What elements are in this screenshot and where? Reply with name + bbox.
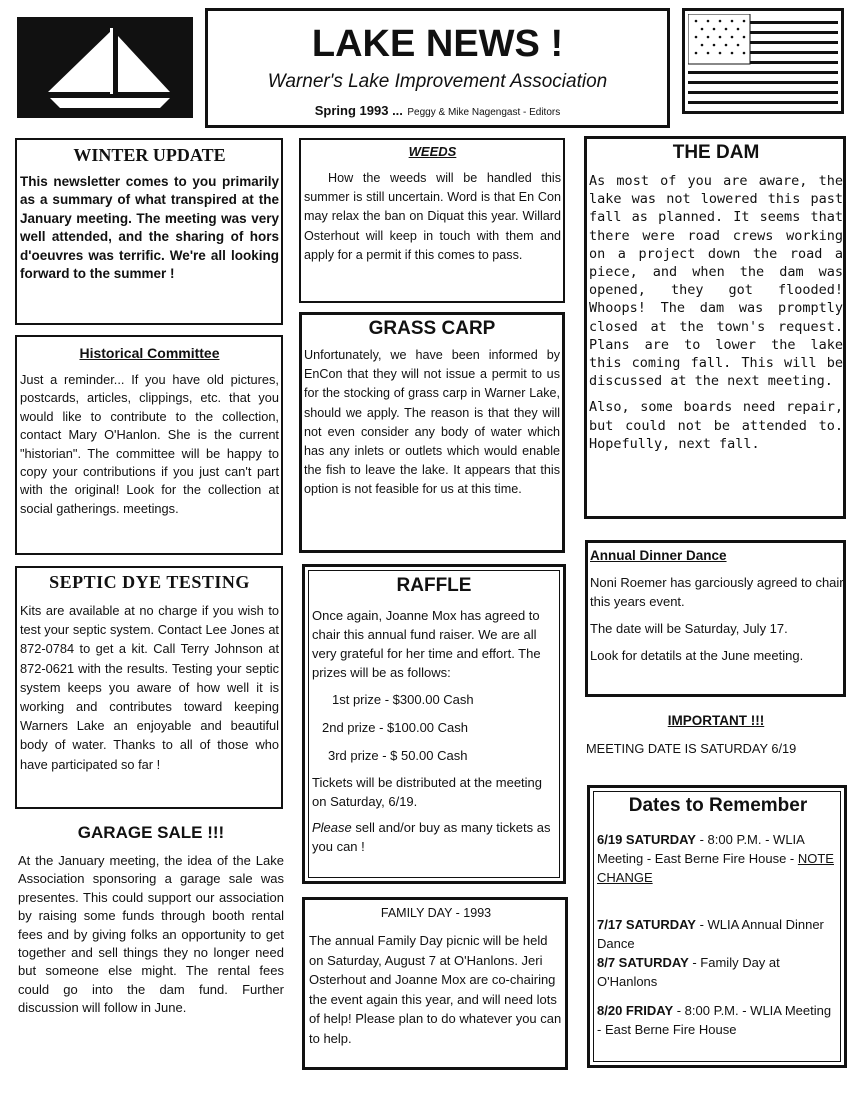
raffle-box xyxy=(302,564,566,884)
winter-update-box xyxy=(15,138,283,325)
date-item-4 xyxy=(597,1001,839,1039)
family-day-heading: FAMILY DAY - 1993 xyxy=(380,906,492,920)
the-dam-box xyxy=(584,136,846,519)
date-item-2-text: - WLIA Annual Dinner Dance xyxy=(597,917,824,951)
sailboat-logo-box xyxy=(17,17,193,118)
important-body: MEETING DATE IS SATURDAY 6/19 xyxy=(586,741,797,756)
raffle-intro: Once again, Joanne Mox has agreed to chair this annual fund raiser. We are all very grateful for her time and effort. The prizes will be as follows: xyxy=(312,608,541,680)
garage-sale-section xyxy=(18,822,284,1018)
dinner-dance-p3: Look for detatils at the June meeting. xyxy=(590,648,804,663)
historical-committee-body: Just a reminder... If you have old pictures, postcards, articles, clippings, etc. that you would like to contribute to the collection, contact Mary O'Hanlon. She is the current "historian". The committee will be happy to copy your contributions if you just can't part with the original! Look for the collection at social gatherings. meetings. xyxy=(20,372,279,516)
raffle-tickets: Tickets will be distributed at the meeting on Saturday, 6/19. xyxy=(312,775,543,809)
the-dam-body-2: Also, some boards need repair, but could not be attended to. Hopefully, next fall. xyxy=(589,399,843,452)
the-dam-heading: THE DAM xyxy=(672,142,760,163)
important-heading: IMPORTANT !!! xyxy=(667,713,765,728)
issue-date: Spring 1993 ... xyxy=(314,103,403,118)
flag-logo-box xyxy=(682,8,844,114)
raffle-prize-2: 2nd prize - $100.00 Cash xyxy=(322,720,468,735)
date-item-4-date: 8/20 FRIDAY xyxy=(597,1003,674,1018)
dates-to-remember-box xyxy=(587,785,847,1068)
dates-heading: Dates to Remember xyxy=(628,795,808,816)
garage-sale-body: At the January meeting, the idea of the Lake Association sponsoring a garage sale was presentes. This could support our association by raising some funds through booth rental fees and by giving folks an opportunity to get together and sell things they no longer need but someone else might. The rental fees could go into the dam fund. Further discussion will follow in June. xyxy=(18,853,284,1016)
grass-carp-heading: GRASS CARP xyxy=(368,318,496,339)
newsletter-title: LAKE NEWS ! xyxy=(311,23,564,65)
date-item-4-text: - 8:00 P.M. - WLIA Meeting - East Berne Fire House xyxy=(597,1003,832,1037)
date-item-1-date: 6/19 SATURDAY xyxy=(597,832,696,847)
family-day-box xyxy=(302,897,568,1070)
date-item-3-date: 8/7 SATURDAY xyxy=(597,955,689,970)
date-item-2 xyxy=(597,915,839,953)
date-item-1 xyxy=(597,830,839,887)
septic-dye-box xyxy=(15,566,283,809)
weeds-box xyxy=(299,138,565,303)
historical-committee-box xyxy=(15,335,283,555)
association-name: Warner's Lake Improvement Association xyxy=(267,71,608,92)
date-item-3 xyxy=(597,953,839,991)
raffle-please xyxy=(312,818,556,856)
dinner-dance-box xyxy=(585,540,846,697)
date-item-1-text: - 8:00 P.M. - WLIA Meeting - East Berne Fire House - xyxy=(597,832,805,866)
the-dam-body-1: As most of you are aware, the lake was not lowered this past fall as planned. It seems that there were road crews working on a project down the road a piece, and when the dam was opened, they got flooded! Whoops! The dam was promptly closed at the town's request. Plans are to lower the lake this coming fall. This will be discussed at the next meeting. xyxy=(589,173,843,390)
raffle-please-word: Please xyxy=(312,820,352,835)
weeds-body: How the weeds will be handled this summer is still uncertain. Word is that En Con may relax the ban on Diquat this year. Willard Osterhout will keep in touch with them and apply for a permit if this comes to pass. xyxy=(304,171,561,262)
editors: Peggy & Mike Nagengast - Editors xyxy=(407,107,561,118)
date-item-2-date: 7/17 SATURDAY xyxy=(597,917,696,932)
us-flag-icon xyxy=(688,14,838,108)
winter-update-body: This newsletter comes to you primarily as a summary of what transpired at the January meeting. The meeting was very well attended, and the sharing of hors d'oeuvres was terrific. We're all looking forward to the summer ! xyxy=(20,174,279,282)
dinner-dance-p1: Noni Roemer has garciously agreed to chair this years event. xyxy=(590,575,844,609)
issue-line xyxy=(208,103,667,121)
garage-sale-heading: GARAGE SALE !!! xyxy=(77,823,225,842)
grass-carp-body: Unfortunately, we have been informed by EnCon that they will not issue a permit to us for the stocking of grass carp in Warner Lake, should we apply. The reason is that they will not even consider any body of water which has any inlets or outlets which would enable the fish to leave the lake. It appears that this option is not feasible for us at this time. xyxy=(304,348,560,497)
raffle-prize-3: 3rd prize - $ 50.00 Cash xyxy=(328,748,468,763)
family-day-body: The annual Family Day picnic will be held on Saturday, August 7 at O'Hanlons. Jeri Osterhout and Joanne Mox are co-chairing the event again this year, and will need lots of help! Please plan to do whatever you can to help. xyxy=(309,933,562,1046)
date-item-3-text: - Family Day at O'Hanlons xyxy=(597,955,780,989)
grass-carp-box xyxy=(299,312,565,553)
masthead-box xyxy=(205,8,670,128)
historical-committee-heading: Historical Committee xyxy=(79,345,220,361)
note-change-label: NOTE CHANGE xyxy=(597,851,834,885)
septic-dye-body: Kits are available at no charge if you wish to test your septic system. Contact Lee Jones at 872-0784 to get a kit. Call Terry Johnson at 872-0621 with the results. Testing your septic system keeps you aware of how well it is working and contributes toward keeping Warners Lake an enjoyable and beautiful body of water. Thanks to all of those who have participated so far ! xyxy=(20,603,279,772)
raffle-please-rest: sell and/or buy as many tickets as you can ! xyxy=(312,820,551,854)
weeds-heading: WEEDS xyxy=(408,144,457,159)
dinner-dance-p2: The date will be Saturday, July 17. xyxy=(590,621,788,636)
raffle-heading: RAFFLE xyxy=(396,575,472,596)
raffle-prize-1: 1st prize - $300.00 Cash xyxy=(332,692,474,707)
septic-dye-heading: SEPTIC DYE TESTING xyxy=(49,572,250,592)
winter-update-heading: WINTER UPDATE xyxy=(73,145,226,165)
dinner-dance-heading: Annual Dinner Dance xyxy=(590,548,727,563)
sailboat-icon xyxy=(20,20,190,115)
